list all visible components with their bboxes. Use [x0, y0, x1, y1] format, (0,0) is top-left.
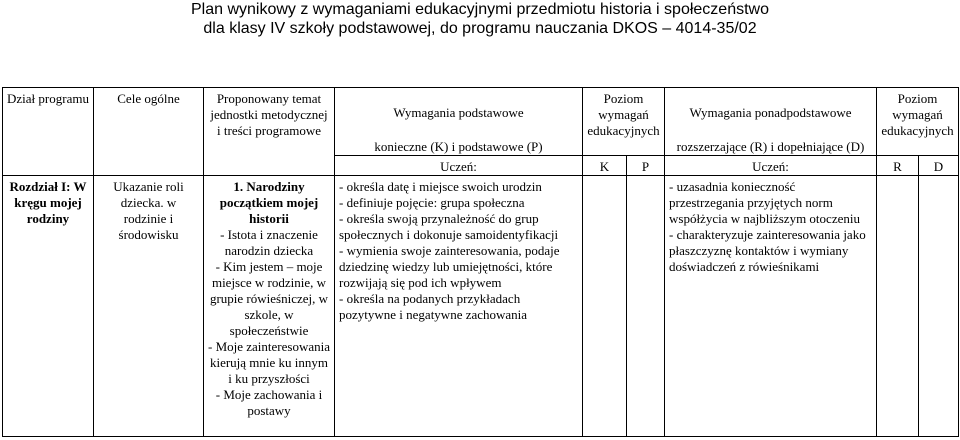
- header-uczen-2: Uczeń:: [665, 156, 877, 176]
- header-konieczne: konieczne (K) i podstawowe (P): [374, 139, 543, 154]
- cell-r: [877, 176, 919, 437]
- header-poziom-1: Poziom wymagań edukacyjnych: [583, 88, 665, 156]
- cell-k: [583, 176, 627, 437]
- header-uczen-1: Uczeń:: [335, 156, 583, 176]
- podstawowe-item: - określa na podanych przykładach pozytywne i negatywne zachowania: [339, 291, 528, 322]
- temat-title: 1. Narodziny początkiem mojej historii: [219, 179, 319, 226]
- header-temat: Proponowany temat jednostki metodycznej i treści programowe: [204, 88, 335, 176]
- cell-ponadpodstawowe: [665, 176, 877, 437]
- cell-dzial: Rozdział I: W kręgu mojej rodziny: [3, 176, 94, 437]
- cell-temat: [204, 176, 335, 437]
- header-wymagania-podstawowe-label: Wymagania podstawowe: [393, 105, 524, 120]
- header-poziom-2: Poziom wymagań edukacyjnych: [877, 88, 959, 156]
- podstawowe-item: - określa swoją przynależność do grup społecznych i dokonuje samoidentyfikacji: [339, 211, 559, 242]
- temat-item: - Moje zainteresowania kierują mnie ku innym i ku przyszłości: [208, 339, 331, 386]
- header-p: P: [627, 156, 665, 176]
- ponadpodstawowe-item: - uzasadnia konieczność przestrzegania przyjętych norm współżycia w najbliższym otoczeniu: [669, 179, 860, 226]
- header-r: R: [877, 156, 919, 176]
- header-d: D: [919, 156, 959, 176]
- title-line-1: Plan wynikowy z wymaganiami edukacyjnymi przedmiotu historia i społeczeństwo: [190, 1, 769, 18]
- temat-item: - Istota i znaczenie narodzin dziecka: [220, 227, 318, 258]
- cell-p: [627, 176, 665, 437]
- header-k: K: [583, 156, 627, 176]
- plan-table: [2, 87, 959, 437]
- temat-item: - Moje zachowania i postawy: [215, 387, 323, 418]
- podstawowe-item: - wymienia swoje zainteresowania, podaje dziedzinę wiedzy lub umiejętności, które rozwijają się pod ich wpływem: [339, 243, 560, 290]
- podstawowe-item: - definiuje pojęcie: grupa społeczna: [339, 195, 525, 210]
- cell-podstawowe: [335, 176, 583, 437]
- document-title: [0, 0, 960, 38]
- title-line-2: dla klasy IV szkoły podstawowej, do programu nauczania DKOS – 4014-35/02: [203, 20, 757, 37]
- podstawowe-item: - określa datę i miejsce swoich urodzin: [339, 179, 542, 194]
- header-wymagania-ponadpodstawowe: [665, 88, 877, 156]
- header-rozszerzajace: rozszerzające (R) i dopełniające (D): [676, 139, 865, 154]
- header-wymagania-podstawowe: [335, 88, 583, 156]
- cell-cele: Ukazanie roli dziecka. w rodzinie i środowisku: [94, 176, 204, 437]
- ponadpodstawowe-item: - charakteryzuje zainteresowania jako płaszczyznę kontaktów i wymiany doświadczeń z rówieśnikami: [669, 227, 866, 274]
- cell-d: [919, 176, 959, 437]
- header-cele: Cele ogólne: [94, 88, 204, 176]
- temat-item: - Kim jestem – moje miejsce w rodzinie, w grupie rówieśniczej, w szkole, w społeczeństwie: [209, 259, 329, 338]
- header-wymagania-ponad-label: Wymagania ponadpodstawowe: [689, 105, 852, 120]
- header-dzial: Dział programu: [3, 88, 94, 176]
